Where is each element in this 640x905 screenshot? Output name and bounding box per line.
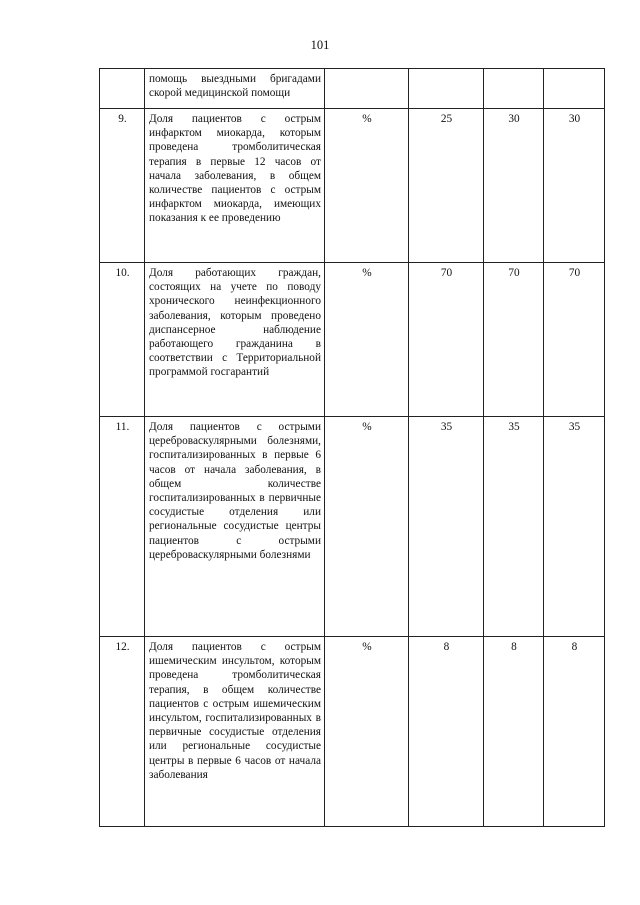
- cell-num: [100, 69, 145, 109]
- table-row-continuation: [100, 69, 605, 109]
- cell-value-year-1: 25: [409, 109, 484, 263]
- cell-value-year-2: 30: [484, 109, 544, 263]
- cell-indicator-name: Доля пациентов с острым инфарктом миокарда, которым проведена тромболитическая терапия в первые 12 часов от начала заболевания, в общем количестве пациентов с острым инфарктом миокарда, имеющих показания к ее проведению: [145, 109, 325, 263]
- cell-num: 9.: [100, 109, 145, 263]
- cell-value-year-1: 8: [409, 637, 484, 827]
- cell-value-year-2: 70: [484, 263, 544, 417]
- cell-value-year-3: 35: [544, 417, 605, 637]
- table-row: [100, 637, 605, 827]
- cell-num: 11.: [100, 417, 145, 637]
- cell-value-year-3: 70: [544, 263, 605, 417]
- table-row: [100, 263, 605, 417]
- cell-unit: %: [325, 263, 409, 417]
- cell-unit: %: [325, 637, 409, 827]
- cell-value-year-2: 35: [484, 417, 544, 637]
- cell-unit: %: [325, 417, 409, 637]
- cell-unit: [325, 69, 409, 109]
- indicators-table: [99, 68, 605, 827]
- cell-indicator-name: Доля пациентов с острыми цереброваскулярными болезнями, госпитализированных в первые 6 часов от начала заболевания, в общем количестве госпитализированных в первичные сосудистые отделения или региональные сосудистые центры пациентов с острыми цереброваскулярными болезнями: [145, 417, 325, 637]
- cell-value-year-1: 35: [409, 417, 484, 637]
- cell-value-year-2: 8: [484, 637, 544, 827]
- cell-indicator-name: Доля работающих граждан, состоящих на учете по поводу хронического неинфекционного заболевания, которым проведено диспансерное наблюдение работающего гражданина в соответствии с Территориальной программой госгарантий: [145, 263, 325, 417]
- cell-value-year-3: 8: [544, 637, 605, 827]
- cell-value: [484, 69, 544, 109]
- cell-value: [544, 69, 605, 109]
- cell-value: [409, 69, 484, 109]
- cell-indicator-name: помощь выездными бригадами скорой медицинской помощи: [145, 69, 325, 109]
- cell-num: 10.: [100, 263, 145, 417]
- page-number: 101: [310, 38, 330, 52]
- cell-value-year-1: 70: [409, 263, 484, 417]
- table-row: [100, 417, 605, 637]
- cell-unit: %: [325, 109, 409, 263]
- table-row: [100, 109, 605, 263]
- cell-indicator-name: Доля пациентов с острым ишемическим инсультом, которым проведена тромболитическая терапия, в общем количестве пациентов с острым ишемическим инсультом, госпитализированных в первичные сосудистые отделения или региональные сосудистые центры в первые 6 часов от начала заболевания: [145, 637, 325, 827]
- cell-num: 12.: [100, 637, 145, 827]
- cell-value-year-3: 30: [544, 109, 605, 263]
